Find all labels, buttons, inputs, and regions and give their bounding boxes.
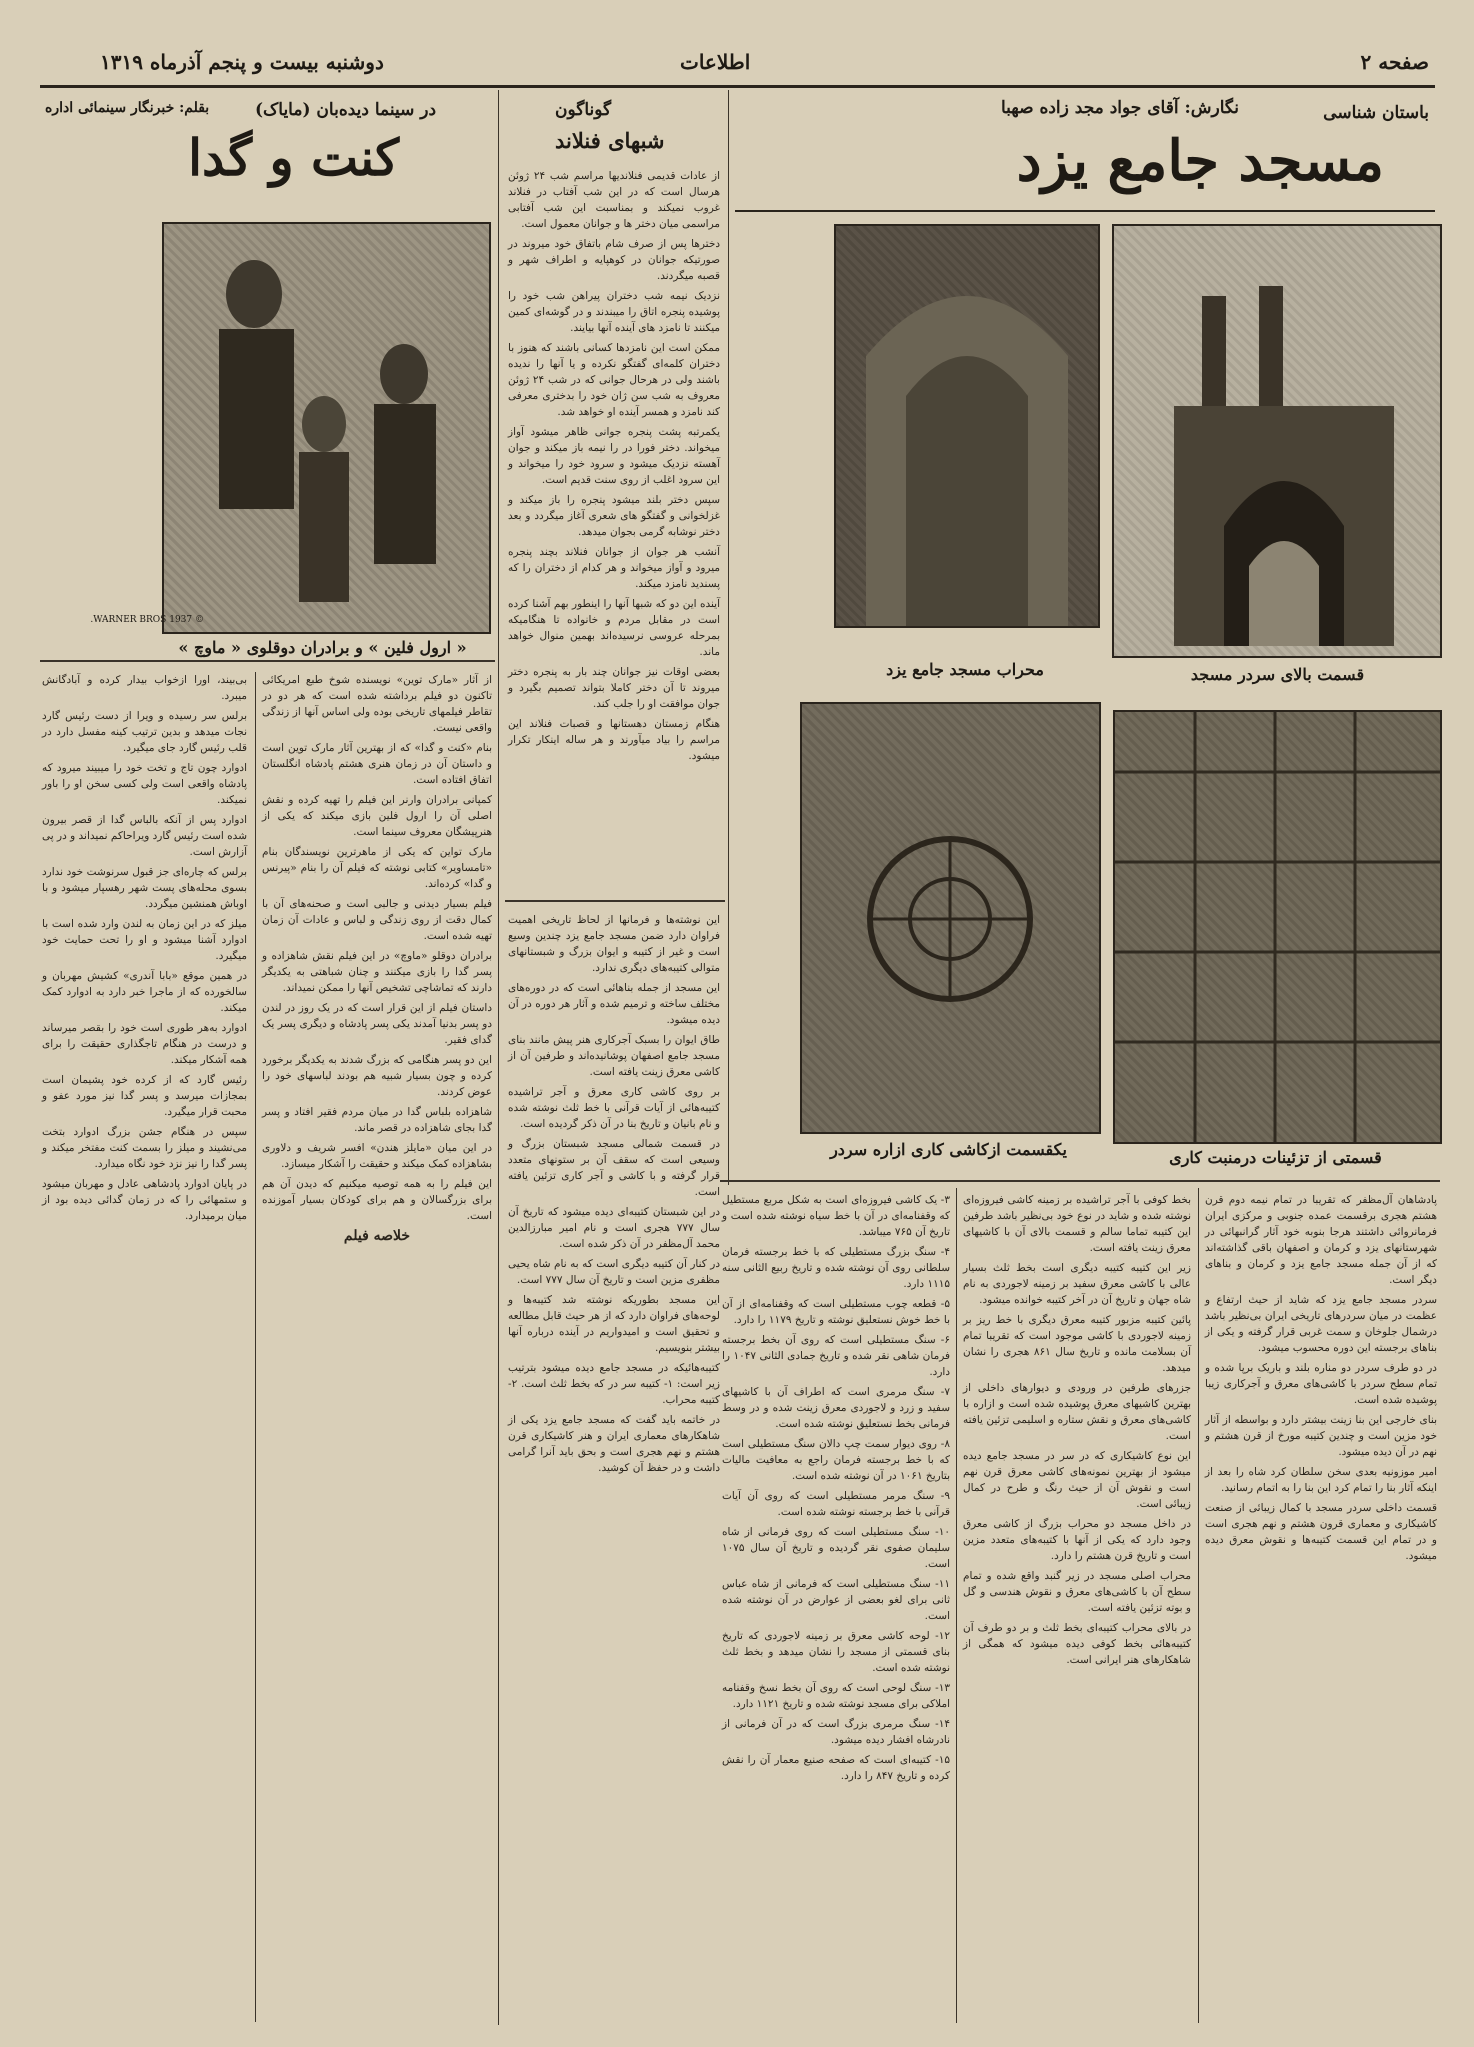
paragraph: برادران دوقلو «ماوچ» در این فیلم نقش شاهزاده و پسر گدا را بازی میکنند و چنان شباهتی به یکدیگر دارند که تماشاچی تشخیص آنها را ممکن نمیداند.: [262, 950, 492, 994]
paragraph: ۱۳- سنگ لوحی است که روی آن بخط نسخ وقفنامه املاکی برای مسجد نوشته شده و تاریخ ۱۱۲۱ دارد.: [722, 1682, 950, 1710]
paragraph: بی‌بیند، اورا ازخواب بیدار کرده و آبادگانش میبرد.: [42, 674, 247, 702]
paragraph: ۷- سنگ مرمری است که اطراف آن با کاشیهای سفید و زرد و لاجوردی معرق زینت شده و در وسط فرمانی بخط نستعلیق نوشته شده است.: [722, 1386, 950, 1430]
paragraph: در این میان «مایلز هندن» افسر شریف و دلاوری بشاهزاده کمک میکند و حقیقت را آشکار میسازد.: [262, 1142, 492, 1170]
paragraph: قسمت داخلی سردر مسجد با کمال زیبائی از صنعت کاشیکاری و معماری قرون هشتم و نهم هجری است و در تمام این قسمت کتیبه‌ها و نقوش معرق دیده میشود.: [1205, 1502, 1437, 1562]
paragraph: بخط کوفی با آجر تراشیده بر زمینه کاشی فیروزه‌ای نوشته شده و شاید در نوع خود بی‌نظیر باشد طرفین این کتیبه تماما سالم و قسمت بالای آن با کاشیهای معرق زینت یافته است.: [963, 1194, 1191, 1254]
cinema-column-right: [262, 672, 492, 2022]
portal-drawing: [1114, 226, 1440, 656]
archaeology-column-2: [963, 1192, 1191, 2022]
paragraph: در خاتمه باید گفت که مسجد جامع یزد یکی از شاهکارهای معماری ایران و هنر کاشیکاری قرن هشتم و نهم هجری است و بحق باید آنرا گرامی داشت و در حفظ آن کوشید.: [508, 1414, 720, 1474]
paragraph: شاهزاده بلباس گدا در میان مردم فقیر افتاد و پسر گدا بجای شاهزاده در قصر ماند.: [262, 1106, 492, 1134]
paragraph: ۵- قطعه چوب مستطیلی است که وقفنامه‌ای از آن با خط خوش نستعلیق نوشته و تاریخ ۱۱۷۹ را دارد.: [722, 1298, 950, 1326]
paragraph: در کنار آن کتیبه دیگری است که به نام شاه یحیی مظفری مزین است و تاریخ آن سال ۷۷۷ است.: [508, 1258, 720, 1286]
section-label-cinema: در سینما دیده‌بان (مایاک): [255, 100, 437, 120]
paragraph: محراب اصلی مسجد در زیر گنبد واقع شده و تمام سطح آن با کاشی‌های معرق و نقوش هندسی و گل و بوته تزئین یافته است.: [963, 1570, 1191, 1614]
paragraph: رئیس گارد که از کرده خود پشیمان است بمجازات میرسد و پسر گدا نیز مورد عفو و محبت قرار میگیرد.: [42, 1074, 247, 1118]
paragraph: ممکن است این نامزدها کسانی باشند که هنوز با دختران کلمه‌ای گفتگو نکرده و یا آنها را ندیده باشند ولی در هرحال جوانی که در شب ۲۴ ژوئن معروف به شب سن ژان خود را بدختری معرفی کند نامزد و همسر آینده او خواهد شد.: [508, 342, 720, 418]
paragraph: ۸- روی دیوار سمت چپ دالان سنگ مستطیلی است که با خط برجسته فرمان راجع به معافیت مالیات بتاریخ ۱۰۶۱ در آن نوشته شده است.: [722, 1438, 950, 1482]
paragraph: فیلم بسیار دیدنی و جالبی است و صحنه‌های آن با کمال دقت از روی زندگی و لباس و عادات آن زمان تهیه شده است.: [262, 898, 492, 942]
photo-carving: [1113, 710, 1442, 1144]
caption-carving: قسمتی از تزئینات درمنبت کاری: [1169, 1148, 1382, 1167]
paragraph: داستان فیلم از این قرار است که در یک روز در لندن دو پسر بدنیا آمدند یکی پسر پادشاه و دیگری پسر یک گدای فقیر.: [262, 1002, 492, 1046]
paragraph: ۹- سنگ مرمر مستطیلی است که روی آن آیات قرآنی با خط برجسته نوشته شده است.: [722, 1490, 950, 1518]
paragraph: در بالای محراب کتیبه‌ای بخط ثلث و بر دو طرف آن کتیبه‌هائی بخط کوفی دیده میشود که همگی از شاهکارهای هنر ایرانی است.: [963, 1622, 1191, 1666]
paragraph: برلس سر رسیده و ویرا از دست رئیس گارد نجات میدهد و بدین ترتیب کینه مفسل دارد در قلب رئیس گارد جای میگیرد.: [42, 710, 247, 754]
paragraph: در همین موقع «بابا آندری» کشیش مهربان و سالخورده که از ماجرا خبر دارد به ادوارد کمک میکند.: [42, 970, 247, 1014]
divider: [255, 672, 256, 2022]
summary-heading: خلاصه فیلم: [343, 1228, 411, 1244]
paragraph: نزدیک نیمه شب دختران پیراهن شب خود را پوشیده پنجره اتاق را میبندند و در گوشه‌ای کمین میکنند تا نامزد های آینده آنها بیایند.: [508, 290, 720, 334]
paragraph: در داخل مسجد دو محراب بزرگ از کاشی معرق وجود دارد که یکی از آنها با کتیبه‌های متعدد مزین است و تاریخ قرن هشتم را دارد.: [963, 1518, 1191, 1562]
paragraph: ۱۱- سنگ مستطیلی است که فرمانی از شاه عباس ثانی برای لغو بعضی از عوارض در آن نوشته شده است.: [722, 1578, 950, 1622]
paragraph: کمپانی برادران وارنر این فیلم را تهیه کرده و نقش اصلی آن را ارول فلین بازی میکند که یکی از هنرپیشگان معروف سینما است.: [262, 794, 492, 838]
finland-title: شبهای فنلاند: [555, 128, 665, 153]
divider: [1198, 1188, 1199, 2023]
cinema-photo-rule: [40, 660, 495, 662]
page-number: صفحه ۲: [1360, 50, 1429, 74]
archaeology-column-1: [1205, 1192, 1437, 2022]
paragraph: میلز که در این زمان به لندن وارد شده است با ادوارد آشنا میشود و او را تحت حمایت خود میگیرد.: [42, 918, 247, 962]
caption-mihrab: محراب مسجد جامع یزد: [886, 660, 1044, 679]
paragraph: ادوارد به‌هر طوری است خود را بقصر میرساند و درست در هنگام تاجگذاری حقیقت را برای همه آشکار میکند.: [42, 1022, 247, 1066]
paragraph: بر روی کاشی کاری معرق و آجر تراشیده کتیبه‌هائی از آیات قرآنی با خط ثلث نوشته شده و نام بانیان و تاریخ بنا در آن ذکر گردیده است.: [508, 1086, 720, 1130]
archaeology-rule: [735, 210, 1435, 212]
tilework-drawing: [802, 704, 1099, 1132]
finland-article: [508, 168, 720, 888]
divider: [956, 1188, 957, 2023]
paragraph: ۱۲- لوحه کاشی معرق بر زمینه لاجوردی که تاریخ بنای قسمتی از مسجد را نشان میدهد و بخط ثلث نوشته شده است.: [722, 1630, 950, 1674]
newspaper-name: اطلاعات: [680, 50, 751, 74]
paragraph: ادوارد چون تاج و تخت خود را میبیند میرود که پادشاه واقعی است ولی کسی سخن او را باور نمیکند.: [42, 762, 247, 806]
paragraph: آنشب هر جوان از جوانان فنلاند بچند پنجره میرود و آواز میخواند و هر کدام از دختران را که پسندید نامزد میکند.: [508, 546, 720, 590]
photo-mihrab: [834, 224, 1100, 628]
divider: [498, 90, 499, 2025]
paragraph: بنای خارجی این بنا زینت بیشتر دارد و بواسطه از آثار خود مزین است و چندین کتیبه مورخ از قرن هشتم و نهم در آن دیده میشود.: [1205, 1414, 1437, 1458]
paragraph: یکمرتبه پشت پنجره جوانی ظاهر میشود آواز میخواند. دختر فورا در را نیمه باز میکند و جوان آهسته نزدیک میشود و سرود خود را میخواند و این سرود اغلب از روی سنت قدیم است.: [508, 426, 720, 486]
paragraph: ۶- سنگ مستطیلی است که روی آن بخط برجسته فرمان شاهی نقر شده و تاریخ جمادی الثانی ۱۰۴۷ را دارد.: [722, 1334, 951, 1378]
paragraph: ۴- سنگ بزرگ مستطیلی که با خط برجسته فرمان سلطانی روی آن نوشته شده و تاریخ ربیع الثانی سنه ۱۱۱۵ دارد.: [722, 1246, 950, 1290]
paragraph: این دو پسر هنگامی که بزرگ شدند به یکدیگر برخورد کرده و چون بسیار شبیه هم بودند لباسهای خود را عوض کردند.: [262, 1054, 492, 1098]
paragraph: طاق ایوان را بسبک آجرکاری هنر پیش مانند بنای مسجد جامع اصفهان پوشانیده‌اند و طرفین آن از کاشی معرق زینت یافته است.: [508, 1034, 720, 1078]
divider: [728, 90, 729, 1185]
paragraph: ۱۴- سنگ مرمری بزرگ است که در آن فرمانی از نادرشاه افشار دیده میشود.: [722, 1718, 950, 1746]
paragraph: پادشاهان آل‌مظفر که تقریبا در تمام نیمه دوم قرن هشتم هجری برقسمت عمده جنوبی و مرکزی ایران فرمانروائی داشتند هرجا بنوبه خود آثار گرانبهائی در شهرستانهای یزد و کرمان و اصفهان باقی گذاشته‌اند که از آن جمله مسجد جامع یزد و کرمان و بناهای دیگر است.: [1205, 1194, 1437, 1286]
photo-tilework: [800, 702, 1101, 1134]
paragraph: در دو طرف سردر دو مناره بلند و باریک برپا شده و تمام سطح سردر با کاشی‌های معرق و آجرکاری زیبا پوشیده شده است.: [1205, 1362, 1437, 1406]
film-still-credit: © 1937 WARNER BROS.: [90, 615, 204, 625]
film-title: کنت و گدا: [188, 128, 399, 187]
paragraph: پائین کتیبه مزبور کتیبه معرق دیگری با خط ریز بر زمینه لاجوردی با کاشی موجود است که تقریبا تمام آن بسلامت مانده و تاریخ سال ۸۶۱ هجری را نشان میدهد.: [963, 1314, 1192, 1374]
mosque-title: مسجد جامع یزد: [1016, 128, 1384, 194]
paragraph: دخترها پس از صرف شام باتفاق خود میروند در صورتیکه جوانان در کوهپایه و اطراف شهر و قصبه میگردند.: [508, 238, 720, 282]
paragraph: این نوع کاشیکاری که در سر در مسجد جامع دیده میشود از بهترین نمونه‌های کاشی معرق قرن نهم است و نقوش آن از حیث رنگ و طرح در کمال زیبائی است.: [963, 1450, 1191, 1510]
paragraph: ۱۰- سنگ مستطیلی است که روی فرمانی از شاه سلیمان صفوی نقر گردیده و تاریخ آن سال ۱۰۷۵ است.: [722, 1526, 950, 1570]
section-label-archaeology: باستان شناسی: [1323, 103, 1429, 123]
paragraph: این فیلم را به همه توصیه میکنیم که دیدن آن هم برای بزرگسالان و هم برای کودکان بسیار آموزنده است.: [262, 1178, 492, 1222]
paragraph: کتیبه‌هائیکه در مسجد جامع دیده میشود بترتیب زیر است: ۱- کتیبه سر در که بخط ثلث است. ۲- کتیبه محراب.: [508, 1362, 720, 1406]
paragraph: سپس دختر بلند میشود پنجره را باز میکند و غزلخوانی و گفتگو های شعری آغاز میگردد و بعد دختر نوشابه گرمی بجوان میدهد.: [508, 494, 720, 538]
film-still-photo: [90, 222, 491, 634]
paragraph: بعضی اوقات نیز جوانان چند بار به پنجره دختر میروند تا آن دختر کاملا بتواند تصمیم بگیرد و جوان موافقت او را جلب کند.: [508, 666, 720, 710]
paragraph: آینده این دو که شبها آنها را اینطور بهم آشنا کرده است در مقابل مردم و خانواده تا هنگامیکه بمرحله عروسی نرسیده‌اند بهمین منوال خواهد ماند.: [508, 598, 720, 658]
issue-date: دوشنبه بیست و پنجم آذرماه ۱۳۱۹: [100, 50, 384, 74]
paragraph: این نوشته‌ها و فرمانها از لحاظ تاریخی اهمیت فراوان دارد ضمن مسجد جامع یزد چندین وسیع است و غیر از کتیبه و ایوان بزرگ و شبستانهای متوالی کتیبه‌های دیگری ندارد.: [508, 914, 720, 974]
paragraph: در پایان ادوارد پادشاهی عادل و مهربان میشود و ستمهائی را که در زمان گدائی دیده بود از میان برمیدارد.: [42, 1178, 247, 1222]
header-rule: [40, 85, 1435, 88]
paragraph: امیر موزونیه بعدی سخن سلطان کرد شاه را بعد از اینکه آثار بنا را تمام کرد این بنا را به اتمام رسانید.: [1205, 1466, 1437, 1494]
paragraph: جزرهای طرفین در ورودی و دیوارهای داخلی از بهترین کاشیهای معرق پوشیده شده است و ازاره با کاشی‌های معرق و نقش ستاره و اسلیمی تزئین یافته است.: [963, 1382, 1191, 1442]
photo-portal-top: [1112, 224, 1442, 658]
section-label-misc: گوناگون: [555, 100, 612, 120]
paragraph: مارک تواین که یکی از ماهرترین نویسندگان بنام «تامساویر» کتابی نوشته که فیلم آن را بنام «پیرنس و گدا» کرده‌اند.: [262, 846, 492, 890]
paragraph: از آثار «مارک توین» نویسنده شوخ طبع امریکائی تاکنون دو فیلم برداشته شده است که هر دو در تقاطر فیلمهای تاریخی بوده ولی اساس آنها از زندگی واقعی نیست.: [262, 674, 492, 734]
archaeology-byline: نگارش: آقای جواد مجد زاده صهبا: [1000, 98, 1239, 118]
film-photo-caption: « ارول فلین » و برادران دوقلوی « ماوچ »: [178, 638, 467, 657]
caption-tilework: یکقسمت ازکاشی کاری ازاره سردر: [830, 1140, 1067, 1159]
cinema-column-left: [42, 672, 247, 2022]
archaeology-photo-rule: [720, 1180, 1440, 1182]
cinema-byline: بقلم: خبرنگار سینمائی اداره: [45, 100, 210, 116]
finland-end-rule: [505, 900, 725, 902]
paragraph: این مسجد از جمله بناهائی است که در دوره‌های مختلف ساخته و ترمیم شده و آثار هر دوره در آن دیده میشود.: [508, 982, 720, 1026]
paragraph: بنام «کنت و گدا» که از بهترین آثار مارک توین است و داستان آن در زمان هنری هشتم پادشاه انگلستان اتفاق افتاده است.: [262, 742, 492, 786]
film-still-drawing: [90, 224, 489, 632]
paragraph: در قسمت شمالی مسجد شبستان بزرگ و وسیعی است که سقف آن بر ستونهای متعدد قرار گرفته و با کاشی و آجر کاری تزئین یافته است.: [508, 1138, 720, 1198]
paragraph: زیر این کتیبه کتیبه دیگری است بخط ثلث بسیار عالی با کاشی معرق سفید بر زمینه لاجوردی به نام شاه جهان و تاریخ آن در آخر کتیبه خوانده میشود.: [963, 1262, 1191, 1306]
paragraph: ۳- یک کاشی فیروزه‌ای است به شکل مربع مستطیل که وقفنامه‌ای در آن با خط سیاه نوشته شده است و تاریخ آن ۷۶۵ میباشد.: [722, 1194, 950, 1238]
carving-drawing: [1115, 712, 1440, 1142]
paragraph: برلس که چاره‌ای جز قبول سرنوشت خود ندارد بسوی محله‌های پست شهر رهسپار میشود و با اوباش همنشین میگردد.: [42, 866, 247, 910]
paragraph: از عادات قدیمی فنلاندیها مراسم شب ۲۴ ژوئن هرسال است که در این شب آفتاب در فنلاند غروب نمیکند و بمناسبت این شب آفتابی مراسمی میان دختر ها و جوانان معمول است.: [508, 170, 720, 230]
paragraph: سپس در هنگام جشن بزرگ ادوارد بتخت می‌نشیند و میلز را بسمت کنت مفتخر میکند و پسر گدا را نیز نزد خود نگاه میدارد.: [42, 1126, 247, 1170]
paragraph: در این شبستان کتیبه‌ای دیده میشود که تاریخ آن سال ۷۷۷ هجری است و نام امیر مبارزالدین محمد آل‌مظفر در آن ذکر شده است.: [508, 1206, 720, 1250]
paragraph: سردر مسجد جامع یزد که شاید از حیث ارتفاع و عظمت در میان سردرهای تاریخی ایران بی‌نظیر باشد درشمال جلوخان و سمت غربی قرار گرفته و یکی از بناهای برجسته این دوره محسوب میشود.: [1205, 1294, 1437, 1354]
archaeology-column-3: [722, 1192, 950, 2022]
paragraph: ۱۵- کتیبه‌ای است که صفحه صنیع معمار آن را نقش کرده و تاریخ ۸۴۷ را دارد.: [722, 1754, 950, 1782]
paragraph: این مسجد بطوریکه نوشته شد کتیبه‌ها و لوحه‌های فراوان دارد که از هر حیث قابل مطالعه و تحقیق است و امیدواریم در آینده درباره آنها بیشتر بنویسیم.: [508, 1294, 720, 1354]
paragraph: ادوارد پس از آنکه بالباس گدا از قصر بیرون شده است رئیس گارد ویراحاکم نمیداند و در پی آزارش است.: [42, 814, 247, 858]
caption-portal: قسمت بالای سردر مسجد: [1190, 665, 1365, 684]
mihrab-drawing: [836, 226, 1098, 626]
mosque-note-article: [508, 912, 720, 2022]
paragraph: هنگام زمستان دهستانها و قصبات فنلاند این مراسم را بیاد میآورند و هر ساله اینکار تکرار میشود.: [508, 718, 720, 762]
